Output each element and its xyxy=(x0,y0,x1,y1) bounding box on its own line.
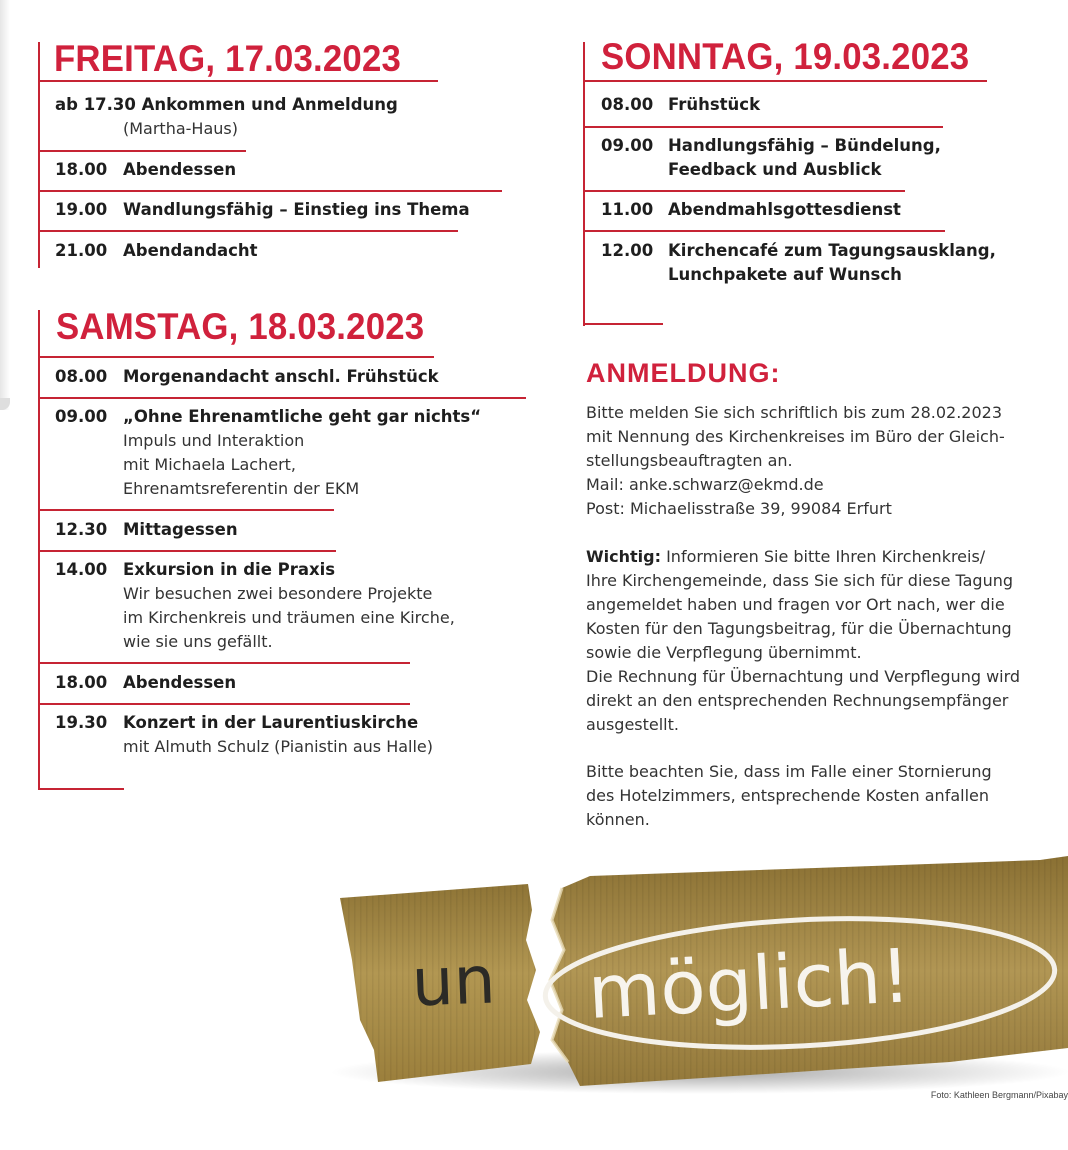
schedule-item-title-cont: Lunchpakete auf Wunsch xyxy=(668,265,902,284)
schedule-item-detail: wie sie uns gefällt. xyxy=(123,632,273,651)
important-line: direkt an den entsprechenden Rechnungsempfänger xyxy=(586,691,1009,710)
schedule-item-title: „Ohne Ehrenamtliche geht gar nichts“ xyxy=(123,407,482,426)
sunday-end-rule xyxy=(583,323,663,325)
schedule-item-title: Abendessen xyxy=(123,673,237,692)
schedule-item-detail: (Martha-Haus) xyxy=(123,119,238,138)
cardboard-photo xyxy=(330,850,1068,1100)
schedule-rule xyxy=(583,126,943,128)
important-line: Kosten für den Tagungsbeitrag, für die Übernachtung xyxy=(586,619,1012,638)
schedule-item-time: 19.00 xyxy=(55,200,108,219)
schedule-item-time: 08.00 xyxy=(601,95,654,114)
important-line: sowie die Verpflegung übernimmt. xyxy=(586,643,862,662)
schedule-rule xyxy=(583,230,945,232)
schedule-item-time: 14.00 xyxy=(55,560,108,579)
note-line: Bitte beachten Sie, dass im Falle einer Stornierung xyxy=(586,762,992,781)
saturday-end-rule xyxy=(38,788,124,790)
schedule-item-detail: Ehrenamtsreferentin der EKM xyxy=(123,479,360,498)
schedule-item-time: 09.00 xyxy=(55,407,108,426)
schedule-rule xyxy=(38,150,246,152)
schedule-item-time: 11.00 xyxy=(601,200,654,219)
note-line: des Hotelzimmers, entsprechende Kosten anfallen xyxy=(586,786,989,805)
schedule-rule xyxy=(38,703,410,705)
important-line: Ihre Kirchengemeinde, dass Sie sich für diese Tagung xyxy=(586,571,1014,590)
schedule-item-time: 18.00 xyxy=(55,673,108,692)
schedule-item-title: Kirchencafé zum Tagungsausklang, xyxy=(668,241,996,260)
schedule-item-title: Handlungsfähig – Bündelung, xyxy=(668,136,941,155)
sunday-title: SONNTAG, 19.03.2023 xyxy=(601,36,970,77)
registration-line: mit Nennung des Kirchenkreises im Büro der Gleich- xyxy=(586,427,1005,446)
schedule-item-title: Abendessen xyxy=(123,160,237,179)
sunday-timeline-line xyxy=(583,42,585,326)
friday-title-rule xyxy=(38,80,438,82)
page-edge-shadow xyxy=(0,0,10,410)
registration-mail: Mail: anke.schwarz@ekmd.de xyxy=(586,475,824,494)
schedule-item-title: Konzert in der Laurentiuskirche xyxy=(123,713,419,732)
schedule-item-title: Wandlungsfähig – Einstieg ins Thema xyxy=(123,200,470,219)
important-line: Informieren Sie bitte Ihren Kirchenkreis/ xyxy=(661,547,986,566)
schedule-rule xyxy=(38,397,526,399)
registration-line: stellungsbeauftragten an. xyxy=(586,451,793,470)
schedule-item-title: Abendmahlsgottesdienst xyxy=(668,200,901,219)
schedule-item-time: 09.00 xyxy=(601,136,654,155)
schedule-item-time: 08.00 xyxy=(55,367,108,386)
photo-credit: Foto: Kathleen Bergmann/Pixabay xyxy=(930,1090,1068,1100)
schedule-rule xyxy=(38,662,410,664)
friday-timeline-line xyxy=(38,42,40,268)
important-line: Die Rechnung für Übernachtung und Verpflegung wird xyxy=(586,667,1021,686)
important-notice xyxy=(586,545,1056,737)
schedule-item-detail: mit Michaela Lachert, xyxy=(123,455,296,474)
word-moeglich: möglich! xyxy=(585,933,913,1037)
saturday-title: SAMSTAG, 18.03.2023 xyxy=(56,306,425,347)
schedule-item-detail: Impuls und Interaktion xyxy=(123,431,305,450)
schedule-rule xyxy=(583,190,905,192)
saturday-title-rule xyxy=(38,356,434,358)
schedule-item-detail: mit Almuth Schulz (Pianistin aus Halle) xyxy=(123,737,434,756)
schedule-item-detail: im Kirchenkreis und träumen eine Kirche, xyxy=(123,608,455,627)
schedule-item-time: 12.30 xyxy=(55,520,108,539)
schedule-item xyxy=(55,93,398,141)
schedule-item-title xyxy=(55,93,398,117)
cancellation-note xyxy=(586,760,1056,832)
schedule-item-title: Exkursion in die Praxis xyxy=(123,560,336,579)
note-line: können. xyxy=(586,810,650,829)
sunday-title-rule xyxy=(583,80,987,82)
schedule-item-label: Ankommen und Anmeldung xyxy=(141,95,398,114)
important-line: angemeldet haben und fragen vor Ort nach, wer die xyxy=(586,595,1005,614)
schedule-item-time: 18.00 xyxy=(55,160,108,179)
schedule-rule xyxy=(38,230,458,232)
schedule-rule xyxy=(38,509,334,511)
schedule-item-title-cont: Feedback und Ausblick xyxy=(668,160,882,179)
schedule-item-title: Abendandacht xyxy=(123,241,258,260)
important-line: ausgestellt. xyxy=(586,715,679,734)
schedule-item-time: 19.30 xyxy=(55,713,108,732)
registration-line: Bitte melden Sie sich schriftlich bis zum 28.02.2023 xyxy=(586,403,1003,422)
schedule-item-title: Morgenandacht anschl. Frühstück xyxy=(123,367,439,386)
word-un: un xyxy=(410,941,497,1022)
registration-text xyxy=(586,401,1056,521)
schedule-item-title: Frühstück xyxy=(668,95,761,114)
schedule-rule xyxy=(38,190,502,192)
registration-heading: ANMELDUNG: xyxy=(586,358,781,388)
schedule-item-time: ab 17.30 xyxy=(55,95,136,114)
schedule-item-time: 21.00 xyxy=(55,241,108,260)
registration-post: Post: Michaelisstraße 39, 99084 Erfurt xyxy=(586,499,892,518)
schedule-item-detail: Wir besuchen zwei besondere Projekte xyxy=(123,584,433,603)
schedule-rule xyxy=(38,550,336,552)
important-label: Wichtig: xyxy=(586,547,661,566)
schedule-item-title: Mittagessen xyxy=(123,520,238,539)
friday-title: FREITAG, 17.03.2023 xyxy=(54,38,402,79)
schedule-item-time: 12.00 xyxy=(601,241,654,260)
